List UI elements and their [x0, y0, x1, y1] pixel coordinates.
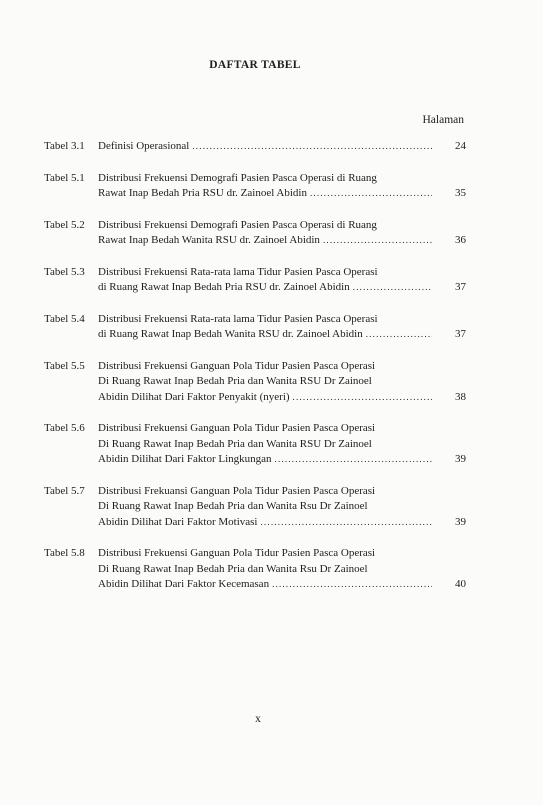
table-entry-title-text: di Ruang Rawat Inap Bedah Pria RSU dr. Zainoel Abidin: [98, 281, 350, 293]
table-list-entry: [44, 171, 466, 202]
table-entry-title-line: [98, 390, 432, 406]
table-entry-title: [98, 139, 432, 155]
table-entry-title: [98, 421, 432, 468]
table-entry-title-line: [98, 452, 432, 468]
table-entry-title-line: [98, 515, 432, 531]
table-entry-title-line: Di Ruang Rawat Inap Bedah Pria dan Wanita RSU Dr Zainoel: [98, 437, 372, 450]
table-entry-page-number: 37: [455, 281, 466, 293]
table-entry-title-line: [98, 233, 432, 249]
table-entry-title-text: Rawat Inap Bedah Wanita RSU dr. Zainoel Abidin: [98, 234, 320, 246]
table-list-entry: [44, 139, 466, 155]
table-entry-title: [98, 546, 432, 593]
dot-leader: [272, 577, 432, 593]
table-entry-page-number: 35: [455, 187, 466, 199]
table-entry-title-line: [98, 139, 432, 155]
dot-leader: [275, 452, 432, 468]
table-entry-title-line: Distribusi Frekuensi Ganguan Pola Tidur Pasien Pasca Operasi: [98, 422, 376, 434]
table-entry-title-line: Distribusi Frekuensi Rata-rata lama Tidur Pasien Pasca Operasi: [98, 312, 378, 325]
table-entry-title-line: Distribusi Frekuensi Rata-rata lama Tidur Pasien Pasca Operasi: [98, 265, 378, 278]
page-title: DAFTAR TABEL: [209, 59, 301, 71]
table-entry-title-text: Abidin Dilihat Dari Faktor Penyakit (nyeri): [98, 390, 290, 403]
table-list-entry: [44, 312, 466, 343]
table-entry-title-line: Distribusi Frekuensi Ganguan Pola Tidur Pasien Pasca Operasi: [98, 547, 376, 559]
table-entry-label: Tabel 3.1: [44, 140, 85, 152]
table-entry-label: Tabel 5.5: [44, 359, 85, 372]
table-entry-page-number: 38: [455, 390, 466, 403]
table-list: [44, 139, 466, 593]
table-entry-label: Tabel 5.3: [44, 265, 85, 278]
table-list-entry: [44, 546, 466, 593]
dot-leader: [366, 327, 432, 343]
table-entry-label: Tabel 5.6: [44, 422, 85, 434]
table-entry-title-line: [98, 327, 432, 343]
dot-leader: [323, 233, 432, 249]
table-entry-page-number: 40: [455, 578, 466, 590]
table-entry-title-text: Abidin Dilihat Dari Faktor Kecemasan: [98, 578, 270, 590]
table-entry-title: [98, 484, 432, 531]
table-list-entry: [44, 484, 466, 531]
table-entry-title: [98, 359, 432, 406]
dot-leader: [353, 280, 432, 296]
dot-leader: [192, 139, 432, 155]
table-entry-page-number: 39: [455, 515, 466, 528]
table-entry-title-text: di Ruang Rawat Inap Bedah Wanita RSU dr. Zainoel Abidin: [98, 328, 363, 340]
table-entry-title-line: [98, 577, 432, 593]
table-entry-title-line: Distribusi Frekuensi Demografi Pasien Pasca Operasi di Ruang: [98, 218, 377, 231]
table-list-entry: [44, 265, 466, 296]
table-list-entry: [44, 359, 466, 406]
table-entry-title-text: Definisi Operasional: [98, 140, 190, 152]
table-entry-page-number: 24: [455, 140, 466, 152]
table-entry-title-line: [98, 186, 432, 202]
table-entry-label: Tabel 5.8: [44, 547, 85, 559]
table-entry-title-line: Di Ruang Rawat Inap Bedah Pria dan Wanita Rsu Dr Zainoel: [98, 562, 368, 575]
table-entry-title: [98, 218, 432, 249]
dot-leader: [310, 186, 432, 202]
table-entry-title-line: Di Ruang Rawat Inap Bedah Pria dan Wanita Rsu Dr Zainoel: [98, 500, 368, 512]
table-entry-title-line: Distribusi Frekuensi Ganguan Pola Tidur Pasien Pasca Operasi: [98, 359, 376, 372]
footer-page-number: x: [255, 713, 261, 725]
page-column-header: Halaman: [422, 114, 464, 126]
table-entry-title-line: Distribusi Frekuansi Ganguan Pola Tidur Pasien Pasca Operasi: [98, 484, 376, 497]
dot-leader: [260, 515, 432, 531]
table-entry-title-text: Abidin Dilihat Dari Faktor Motivasi: [98, 515, 258, 528]
table-entry-page-number: 39: [455, 453, 466, 465]
table-entry-page-number: 37: [455, 328, 466, 340]
table-list-entry: [44, 218, 466, 249]
table-entry-label: Tabel 5.4: [44, 312, 85, 325]
table-entry-title-line: Di Ruang Rawat Inap Bedah Pria dan Wanita RSU Dr Zainoel: [98, 375, 372, 387]
table-entry-label: Tabel 5.7: [44, 484, 85, 497]
table-entry-title: [98, 312, 432, 343]
table-entry-title-line: Distribusi Frekuensi Demografi Pasien Pasca Operasi di Ruang: [98, 171, 377, 184]
dot-leader: [293, 390, 432, 406]
table-entry-page-number: 36: [455, 234, 466, 246]
table-entry-title-text: Abidin Dilihat Dari Faktor Lingkungan: [98, 453, 272, 465]
table-entry-title-text: Rawat Inap Bedah Pria RSU dr. Zainoel Abidin: [98, 187, 307, 199]
table-entry-title: [98, 265, 432, 296]
table-entry-label: Tabel 5.2: [44, 218, 85, 231]
table-entry-title-line: [98, 280, 432, 296]
table-entry-label: Tabel 5.1: [44, 171, 85, 184]
table-list-entry: [44, 421, 466, 468]
table-entry-title: [98, 171, 432, 202]
